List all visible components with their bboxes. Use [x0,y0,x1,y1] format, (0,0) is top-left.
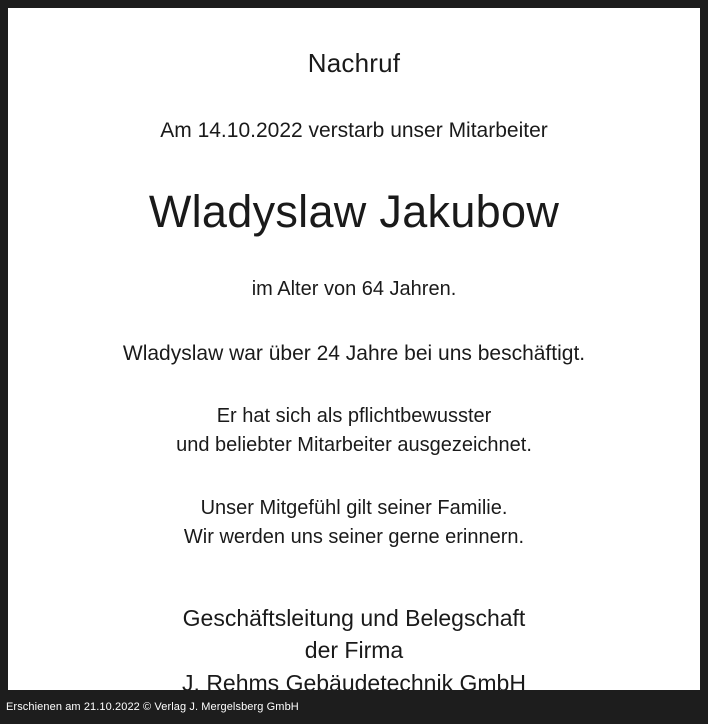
tribute-line-2: und beliebter Mitarbeiter ausgezeichnet. [176,433,532,456]
obituary-card [8,8,700,690]
deceased-name: Wladyslaw Jakubow [148,186,560,238]
signature-line-2: der Firma [304,637,404,664]
death-notice-line: Am 14.10.2022 verstarb unser Mitarbeiter [160,119,548,143]
footer-bar [0,690,708,724]
age-line: im Alter von 64 Jahren. [251,278,457,301]
signature-line-3: J. Rehms Gebäudetechnik GmbH [182,669,526,690]
condolence-paragraph [48,494,660,552]
signature-block [48,602,660,690]
page-title: Nachruf [307,48,401,78]
publication-credit: Erschienen am 21.10.2022 © Verlag J. Mergelsberg GmbH [6,700,299,713]
tribute-paragraph [48,402,660,460]
tenure-line: Wladyslaw war über 24 Jahre bei uns beschäftigt. [122,342,586,366]
condolence-line-2: Wir werden uns seiner gerne erinnern. [183,525,525,548]
signature-line-1: Geschäftsleitung und Belegschaft [182,604,526,631]
condolence-line-1: Unser Mitgefühl gilt seiner Familie. [200,496,508,519]
tribute-line-1: Er hat sich als pflichtbewusster [216,404,492,427]
